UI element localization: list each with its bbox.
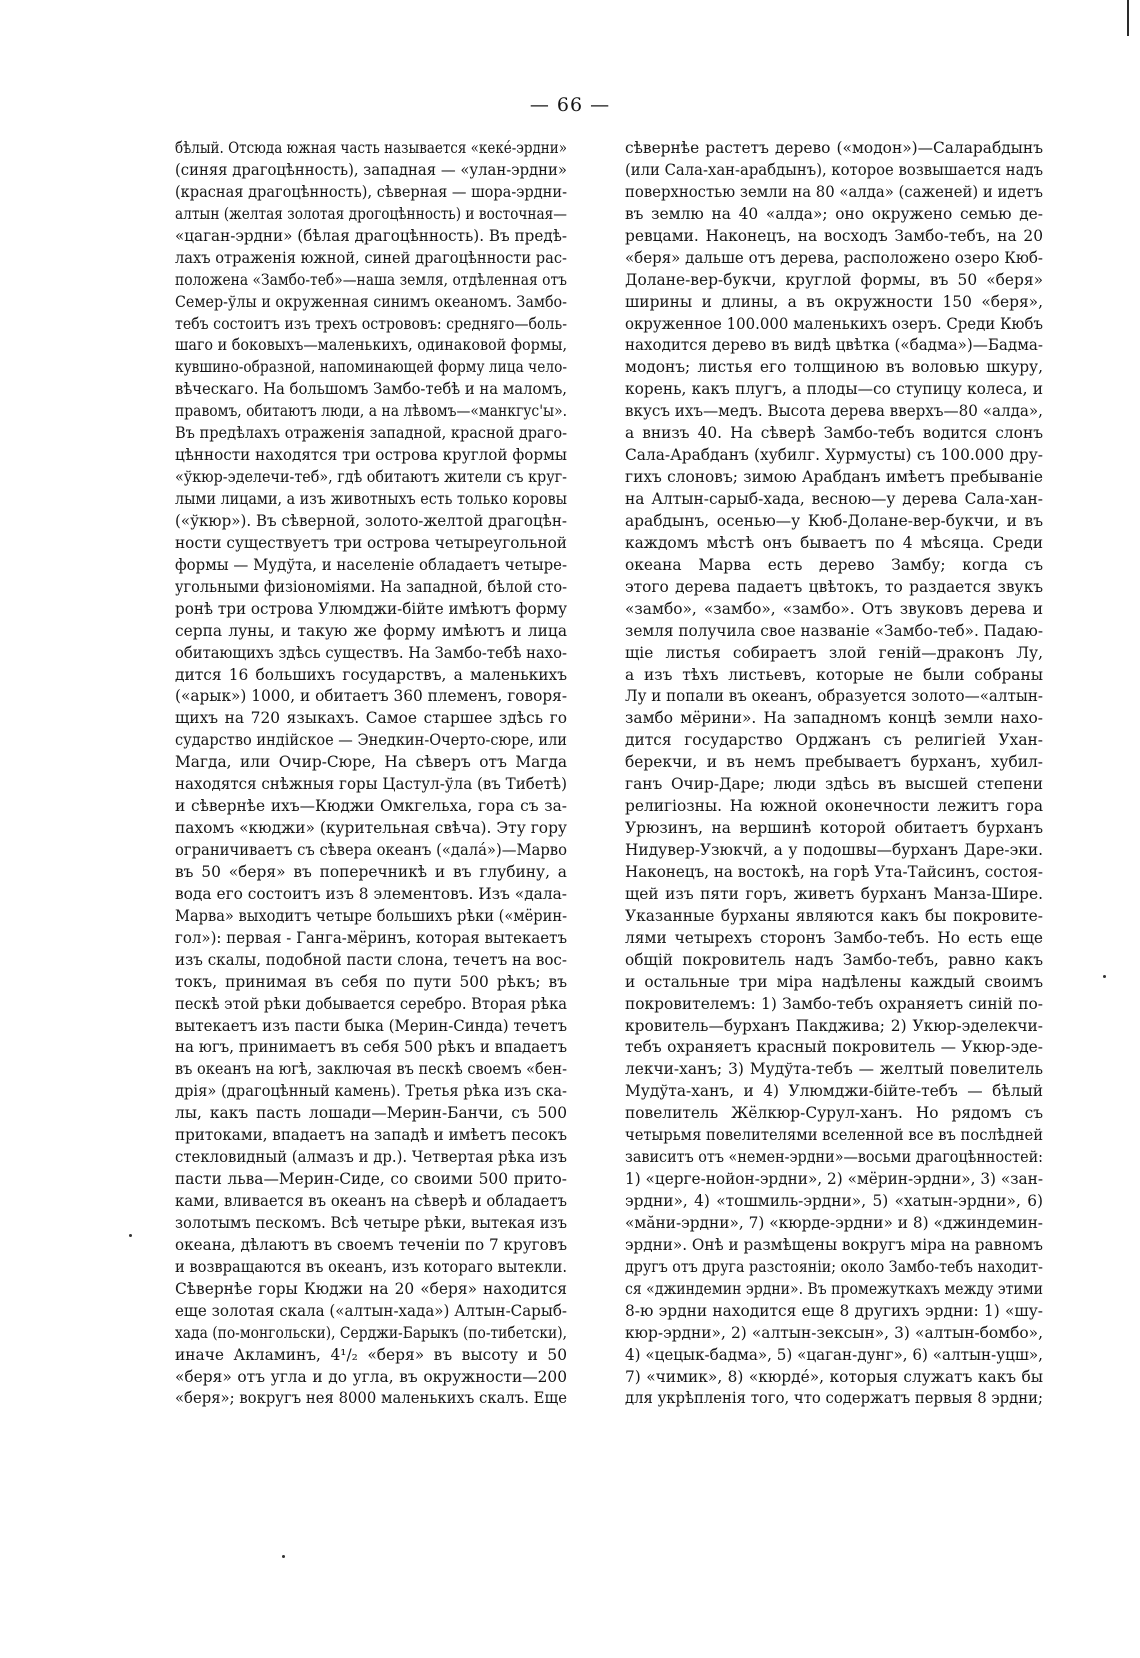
text-line: лями четырехъ сторонъ Замбо-тебъ. Но есть еще xyxy=(625,928,1043,947)
text-line: пескѣ этой рѣки добывается серебро. Вторая рѣка xyxy=(175,994,567,1013)
text-line: кровитель—бурханъ Пакджива; 2) Укюр-эделекчи- xyxy=(625,1016,1043,1035)
text-line: положена «Замбо-теб»—наша земля, отдѣленная отъ xyxy=(175,270,567,289)
text-line: щихъ на 720 языкахъ. Самое старшее здѣсь го xyxy=(175,709,567,728)
text-line: лы, какъ пасть лошади—Мерин-Банчи, съ 500 xyxy=(175,1104,567,1123)
text-line: Магда, или Очир-Сюре, На сѣверъ отъ Магда xyxy=(175,753,567,772)
text-line: дится 16 большихъ государствъ, а маленькихъ xyxy=(175,665,567,684)
text-line: золотымъ пескомъ. Всѣ четыре рѣки, вытекая изъ xyxy=(175,1213,567,1232)
text-line: ности существуетъ три острова четыреугольной xyxy=(175,533,567,552)
text-line: 4) «цецык-бадма», 5) «цаган-дунг», 6) «алтын-уцш», xyxy=(625,1345,1043,1364)
text-line: тебъ охраняетъ красный покровитель — Укюр-эде- xyxy=(625,1038,1043,1057)
text-line: эрдни», 4) «тошмиль-эрдни», 5) «хатын-эрдни», 6) xyxy=(625,1192,1043,1210)
text-line: окруженное 100.000 маленькихъ озеръ. Среди Кюбъ xyxy=(625,314,1043,333)
text-line: Долане-вер-букчи, круглой формы, въ 50 «беря» xyxy=(625,270,1043,289)
text-line: въ землю на 40 «алда»; оно окружено семью де- xyxy=(625,204,1043,223)
text-line: вытекаетъ изъ пасти быка (Мерин-Синда) течетъ xyxy=(175,1016,567,1035)
text-line: находятся снѣжныя горы Цастул-ўла (въ Тибетѣ) xyxy=(175,775,567,794)
text-line: тебъ состоитъ изъ трехъ острововъ: средняго—боль- xyxy=(175,314,567,333)
text-line: и возвращаются въ океанъ, изъ котораго вытекли. xyxy=(175,1257,567,1276)
text-line: на югъ, принимаетъ въ себя 500 рѣкъ и впадаетъ xyxy=(175,1038,567,1057)
text-line: «цаган-эрдни» (бѣлая драгоцѣнность). Въ предѣ- xyxy=(175,226,567,245)
right-column xyxy=(625,138,1043,1410)
text-line: сѣвернѣе растетъ дерево («модон»)—Саларабдынъ xyxy=(625,139,1043,157)
text-line: ограничиваетъ съ сѣвера океанъ («дала́»)—Марво xyxy=(175,841,567,859)
text-line: для укрѣпленія того, что содержатъ первыя 8 эрдни; xyxy=(625,1389,1043,1408)
text-line: дится государство Орджанъ съ религіей Ухан- xyxy=(625,731,1043,750)
text-line: корень, какъ плугъ, а плоды—со ступицу колеса, и xyxy=(625,380,1043,399)
text-line: гол»): первая - Ганга-мёринъ, которая вытекаетъ xyxy=(175,928,567,947)
text-line: дрія» (драгоцѣнный камень). Третья рѣка изъ ска- xyxy=(175,1082,567,1101)
text-line: повелитель Жёлкюр-Сурул-ханъ. Но рядомъ съ xyxy=(625,1104,1043,1123)
text-line: Урюзинъ, на вершинѣ которой обитаетъ бурханъ xyxy=(625,819,1043,838)
text-line: земля получила свое названіе «Замбо-теб». Падаю- xyxy=(625,621,1043,640)
text-line: кюр-эрдни», 2) «алтын-зексын», 3) «алтын-бомбо», xyxy=(625,1323,1043,1342)
text-line: серпа луны, и такую же форму имѣютъ и лица xyxy=(175,621,567,640)
text-line: «мăни-эрдни», 7) «кюрде-эрдни» и 8) «джиндемин- xyxy=(625,1213,1043,1232)
text-line: пасти льва—Мерин-Сиде, со своими 500 прито- xyxy=(175,1170,567,1189)
page-number: — 66 — xyxy=(529,94,611,116)
page-edge-line xyxy=(1127,0,1129,36)
text-line: берекчи, и въ немъ пребываетъ бурханъ, хубил- xyxy=(625,753,1043,772)
text-line: лекчи-ханъ; 3) Мудўта-тебъ — желтый повелитель xyxy=(625,1060,1043,1079)
text-line: Сѣвернѣе горы Кюджи на 20 «беря» находится xyxy=(175,1279,567,1298)
text-line: ронѣ три острова Улюмджи-бійте имѣютъ форму xyxy=(175,599,567,618)
text-line: общій покровитель надъ Замбо-тебъ, равно какъ xyxy=(625,950,1043,969)
text-line: поверхностью земли на 80 «алда» (саженей) и идетъ xyxy=(625,182,1043,201)
text-line: хада (по-монгольски), Серджи-Барыкъ (по-тибетски), xyxy=(175,1323,567,1342)
text-line: Нидувер-Узюкчй, а у подошвы—бурханъ Даре-эки. xyxy=(625,841,1043,859)
text-line: сударство индійское — Энедкин-Очерто-сюре, или xyxy=(175,731,567,750)
text-line: въ океанъ на югѣ, заключая въ пескѣ своемъ «бен- xyxy=(175,1060,567,1079)
text-line: находится дерево въ видѣ цвѣтка («бадма»)—Бадма- xyxy=(625,336,1043,355)
text-line: (синяя драгоцѣнность), западная — «улан-эрдни» xyxy=(175,160,567,179)
text-line: Мудўта-ханъ, и 4) Улюмджи-бійте-тебъ — бѣлый xyxy=(625,1082,1043,1101)
text-line: Лу и попали въ океанъ, образуется золото—«алтын- xyxy=(625,687,1043,706)
text-line: «беря»; вокругъ нея 8000 маленькихъ скалъ. Еще xyxy=(175,1389,567,1408)
text-line: пахомъ «кюджи» (курительная свѣча). Эту гору xyxy=(175,819,567,838)
text-line: формы — Мудўта, и населеніе обладаетъ четыре- xyxy=(175,555,567,574)
text-line: замбо мёрини». На западномъ концѣ земли нахо- xyxy=(625,709,1043,728)
text-line: гихъ слоновъ; зимою Арабданъ имѣетъ пребываніе xyxy=(625,468,1043,487)
text-line: лахъ отраженія южной, синей драгоцѣнности рас- xyxy=(175,248,567,267)
text-line: щей изъ пяти горъ, живетъ бурханъ Манза-Шире. xyxy=(625,884,1043,903)
text-line: ками, вливается въ океанъ на сѣверѣ и обладаетъ xyxy=(175,1192,567,1210)
text-line: Сала-Арабданъ (хубилг. Хурмусты) съ 100.000 дру- xyxy=(625,446,1043,465)
text-line: алтын (желтая золотая дрогоцѣнность) и восточная— xyxy=(175,204,567,223)
text-line: ширины и длины, а въ окружности 150 «беря», xyxy=(625,292,1043,311)
text-line: этого дерева падаетъ цвѣтокъ, то раздается звукъ xyxy=(625,577,1043,596)
text-line: зависитъ отъ «немен-эрдни»—восьми драгоцѣнностей: xyxy=(625,1148,1043,1167)
text-line: а изъ тѣхъ листьевъ, которые не были собраны xyxy=(625,665,1043,684)
text-line: изъ скалы, подобной пасти слона, течетъ на вос- xyxy=(175,950,567,969)
text-line: щіе листья собираетъ злой геній—драконъ Лу, xyxy=(625,643,1043,662)
text-line: религіозны. На южной оконечности лежитъ гора xyxy=(625,797,1043,816)
scan-speck xyxy=(129,1234,132,1237)
text-line: Марва» выходитъ четыре большихъ рѣки («мёрин- xyxy=(175,906,567,925)
text-line: цѣнности находятся три острова круглой формы xyxy=(175,446,567,465)
text-line: каждомъ мѣстѣ онъ бываетъ по 4 мѣсяца. Среди xyxy=(625,533,1043,552)
text-line: шаго и боковыхъ—маленькихъ, одинаковой формы, xyxy=(175,336,567,355)
scan-speck xyxy=(1103,975,1106,978)
text-line: 7) «чимик», 8) «кюрдé», которыя служатъ какъ бы xyxy=(625,1367,1043,1386)
text-line: другъ отъ друга разстояніи; около Замбо-тебъ находит- xyxy=(625,1257,1043,1276)
text-line: стекловидный (алмазъ и др.). Четвертая рѣка изъ xyxy=(175,1148,567,1167)
text-line: ся «джиндемин эрдни». Въ промежуткахъ между этими xyxy=(625,1279,1043,1298)
text-line: «беря» отъ угла и до угла, въ окружности—200 xyxy=(175,1367,567,1386)
text-line: «беря» дальше отъ дерева, расположено озеро Кюб- xyxy=(625,248,1043,267)
scan-speck xyxy=(282,1555,285,1558)
text-line: 1) «церге-нойон-эрдни», 2) «мёрин-эрдни», 3) «зан- xyxy=(625,1170,1043,1189)
text-line: и сѣвернѣе ихъ—Кюджи Омкгельха, гора съ за- xyxy=(175,797,567,816)
text-line: вкусъ ихъ—медъ. Высота дерева вверхъ—80 «алда», xyxy=(625,402,1043,421)
text-line: (или Сала-хан-арабдынъ), которое возвышается надъ xyxy=(625,160,1043,179)
text-line: вѣческаго. На большомъ Замбо-тебѣ и на маломъ, xyxy=(175,380,567,399)
text-line: кувшино-образной, напоминающей форму лица чело- xyxy=(175,358,567,377)
text-line: (красная драгоцѣнность), сѣверная — шора-эрдни- xyxy=(175,182,567,201)
text-line: покровителемъ: 1) Замбо-тебъ охраняетъ синій по- xyxy=(625,994,1043,1013)
text-line: Указанные бурханы являются какъ бы покровите- xyxy=(625,906,1043,925)
text-line: еще золотая скала («алтын-хада») Алтын-Сарыб- xyxy=(175,1301,567,1320)
text-line: 8-ю эрдни находится еще 8 другихъ эрдни: 1) «шу- xyxy=(625,1301,1043,1320)
text-line: токъ, принимая въ себя по пути 500 рѣкъ; въ xyxy=(175,972,567,991)
text-line: бѣлый. Отсюда южная часть называется «кеке́-эрдни» xyxy=(175,139,567,157)
text-line: океана, дѣлаютъ въ своемъ теченіи по 7 круговъ xyxy=(175,1235,567,1254)
text-line: въ 50 «беря» въ поперечникѣ и въ глубину, а xyxy=(175,862,567,881)
text-line: Наконецъ, на востокѣ, на горѣ Ута-Тайсинъ, состоя- xyxy=(625,862,1043,881)
text-line: Семер-ўлы и окруженная синимъ океаномъ. Замбо- xyxy=(175,292,567,311)
text-line: иначе Акламинъ, 4¹/₂ «беря» въ высоту и 50 xyxy=(175,1345,567,1364)
left-column xyxy=(175,138,567,1410)
text-line: лыми лицами, а изъ животныхъ есть только коровы xyxy=(175,490,567,508)
text-line: арабдынъ, осенью—у Кюб-Долане-вер-букчи, и въ xyxy=(625,511,1043,530)
text-line: обитающихъ здѣсь существъ. На Замбо-тебѣ нахо- xyxy=(175,643,567,662)
text-line: а внизъ 40. На сѣверѣ Замбо-тебъ водится слонъ xyxy=(625,424,1043,443)
text-line: на Алтын-сарыб-хада, весною—у дерева Сала-хан- xyxy=(625,490,1043,508)
text-line: ганъ Очир-Даре; люди здѣсь въ высшей степени xyxy=(625,775,1043,794)
text-line: угольными физіономіями. На западной, бѣлой сто- xyxy=(175,577,567,596)
text-line: «замбо», «замбо», «замбо». Отъ звуковъ дерева и xyxy=(625,599,1043,618)
text-line: Въ предѣлахъ отраженія западной, красной драго- xyxy=(175,424,567,443)
text-line: эрдни». Онѣ и размѣщены вокругъ міра на равномъ xyxy=(625,1235,1043,1254)
text-line: («арык») 1000, и обитаетъ 360 племенъ, говоря- xyxy=(175,687,567,706)
text-line: притоками, впадаетъ на западѣ и имѣетъ песокъ xyxy=(175,1126,567,1145)
text-line: («ўкюр»). Въ сѣверной, золото-желтой драгоцѣн- xyxy=(175,511,567,530)
text-line: правомъ, обитаютъ люди, а на лѣвомъ—«манкгус'ы». xyxy=(175,402,567,421)
text-line: четырьмя повелителями вселенной все въ послѣдней xyxy=(625,1126,1043,1145)
text-line: «ўкюр-эделечи-теб», гдѣ обитаютъ жители съ круг- xyxy=(175,468,567,487)
text-line: океана Марва есть дерево Замбу; когда съ xyxy=(625,555,1043,574)
text-line: модонъ; листья его толщиною въ воловью шкуру, xyxy=(625,358,1043,377)
text-line: ревцами. Наконецъ, на восходъ Замбо-тебъ, на 20 xyxy=(625,226,1043,245)
text-line: вода его состоитъ изъ 8 элементовъ. Изъ «дала- xyxy=(175,884,567,903)
text-line: и остальные три міра надѣлены каждый своимъ xyxy=(625,972,1043,991)
